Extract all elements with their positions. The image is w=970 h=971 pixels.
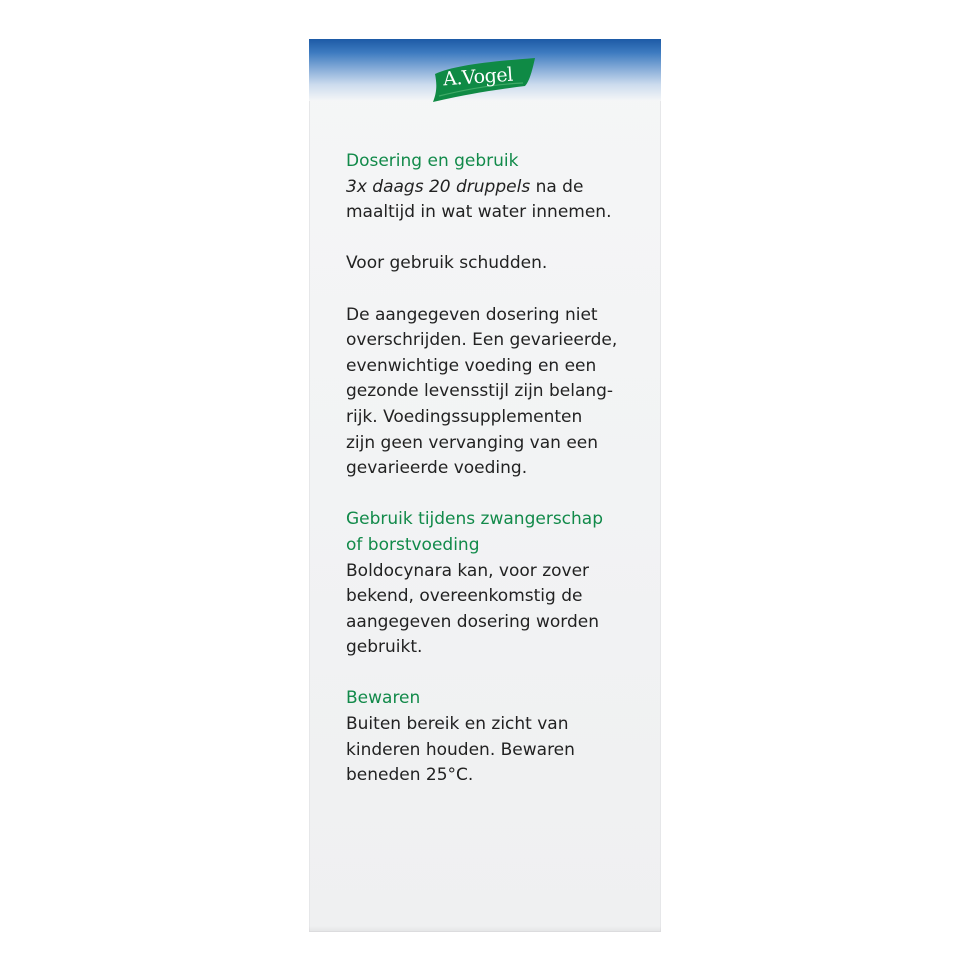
heading-dosering: Dosering en gebruik: [346, 151, 519, 171]
storage-line: Buiten bereik en zicht van: [346, 714, 569, 735]
dose-italic: 3x daags 20 druppels: [346, 176, 531, 197]
warning-line: evenwichtige voeding en een: [346, 355, 597, 376]
heading-bewaren: Bewaren: [346, 688, 421, 709]
storage-line: beneden 25°C.: [346, 765, 474, 786]
package-panel: [309, 39, 661, 932]
logo-text: A.Vogel: [442, 63, 514, 91]
pregnancy-line: Boldocynara kan, voor zover: [346, 560, 590, 581]
storage-line: kinderen houden. Bewaren: [346, 739, 575, 760]
warning-line: gezonde levensstijl zijn belang-: [346, 381, 614, 402]
heading-zwangerschap-line-2: of borstvoeding: [346, 534, 480, 555]
brand-logo: [431, 56, 539, 102]
leaflet-content: [346, 149, 646, 789]
dose-line-1-rest: na de: [530, 176, 584, 197]
warning-line: overschrijden. Een gevarieerde,: [346, 330, 618, 351]
heading-zwangerschap: Gebruik tijdens zwangerschap: [346, 509, 604, 530]
dose-line-1: [346, 175, 646, 201]
pregnancy-line: gebruikt.: [346, 637, 423, 658]
warning-line: De aangegeven dosering niet: [346, 304, 598, 325]
warning-line: zijn geen vervanging van een: [346, 432, 599, 453]
warning-line: gevarieerde voeding.: [346, 458, 528, 479]
shake-instruction: Voor gebruik schudden.: [346, 253, 548, 274]
pregnancy-line: aangegeven dosering worden: [346, 611, 600, 632]
pregnancy-line: bekend, overeenkomstig de: [346, 586, 583, 607]
warning-line: rijk. Voedingssupplementen: [346, 406, 583, 427]
dose-line-2: maaltijd in wat water innemen.: [346, 202, 612, 223]
